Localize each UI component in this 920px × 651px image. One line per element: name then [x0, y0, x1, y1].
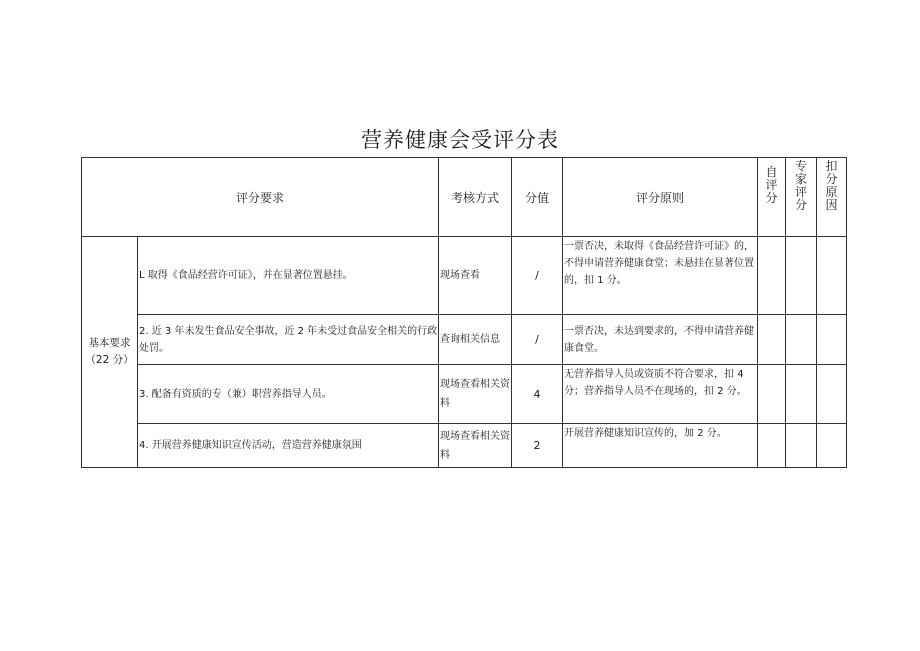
header-deduct-reason-char: 原 — [825, 185, 838, 199]
requirement-cell: 2. 近 3 年未发生食品安全事故，近 2 年未受过食品安全相关的行政处罚。 — [138, 315, 439, 365]
header-row — [82, 158, 847, 237]
header-deduct-reason-char: 扣 — [825, 159, 838, 173]
header-self-score — [758, 158, 786, 237]
self-score-cell — [758, 424, 786, 468]
header-requirement: 评分要求 — [82, 158, 439, 237]
deduct-reason-cell — [817, 424, 847, 468]
header-expert-score-char: 评 — [795, 185, 808, 199]
header-self-score-char: 评 — [765, 178, 778, 192]
method-cell: 查询相关信息 — [439, 315, 512, 365]
deduct-reason-cell — [817, 315, 847, 365]
expert-score-cell — [786, 315, 817, 365]
table-row — [82, 237, 847, 315]
self-score-cell — [758, 315, 786, 365]
header-self-score-char: 分 — [765, 191, 778, 205]
principle-cell: 一票否决，未取得《食品经营许可证》的，不得申请营养健康食堂；未悬挂在显著位置的，扣 1 分。 — [563, 237, 758, 315]
table-row — [82, 315, 847, 365]
table-row — [82, 365, 847, 424]
requirement-cell: 4. 开展营养健康知识宣传活动，营造营养健康氛围 — [138, 424, 439, 468]
requirement-cell: L 取得《食品经营许可证》，并在显著位置悬挂。 — [138, 237, 439, 315]
header-method: 考核方式 — [439, 158, 512, 237]
score-cell: 4 — [512, 365, 563, 424]
deduct-reason-cell — [817, 237, 847, 315]
self-score-cell — [758, 237, 786, 315]
header-deduct-reason-char: 分 — [825, 172, 838, 186]
method-cell: 现场查看 — [439, 237, 512, 315]
self-score-cell — [758, 365, 786, 424]
header-self-score-char: 自 — [765, 165, 778, 179]
header-deduct-reason — [817, 158, 847, 237]
table-row — [82, 424, 847, 468]
expert-score-cell — [786, 365, 817, 424]
header-expert-score-char: 专 — [795, 159, 808, 173]
header-expert-score-char: 家 — [795, 172, 808, 186]
method-cell: 现场查看相关资料 — [439, 424, 512, 468]
deduct-reason-cell — [817, 365, 847, 424]
category-cell — [82, 237, 138, 468]
category-points: （22 分） — [85, 354, 134, 366]
method-cell: 现场查看相关资料 — [439, 365, 512, 424]
score-cell: / — [512, 237, 563, 315]
score-cell: / — [512, 315, 563, 365]
principle-cell: 开展营养健康知识宣传的，加 2 分。 — [563, 424, 758, 468]
expert-score-cell — [786, 424, 817, 468]
expert-score-cell — [786, 237, 817, 315]
scoring-table — [81, 157, 847, 468]
header-score: 分值 — [512, 158, 563, 237]
score-cell: 2 — [512, 424, 563, 468]
header-deduct-reason-char: 因 — [825, 198, 838, 212]
principle-cell: 无营养指导人员或资质不符合要求，扣 4 分；营养指导人员不在现场的，扣 2 分。 — [563, 365, 758, 424]
header-expert-score-char: 分 — [795, 198, 808, 212]
header-principle: 评分原则 — [563, 158, 758, 237]
principle-cell: 一票否决，未达到要求的，不得申请营养健康食堂。 — [563, 315, 758, 365]
page-title: 营养健康会受评分表 — [361, 128, 559, 152]
header-expert-score — [786, 158, 817, 237]
category-label: 基本要求 — [88, 337, 131, 349]
requirement-cell: 3. 配备有资质的专（兼）职营养指导人员。 — [138, 365, 439, 424]
